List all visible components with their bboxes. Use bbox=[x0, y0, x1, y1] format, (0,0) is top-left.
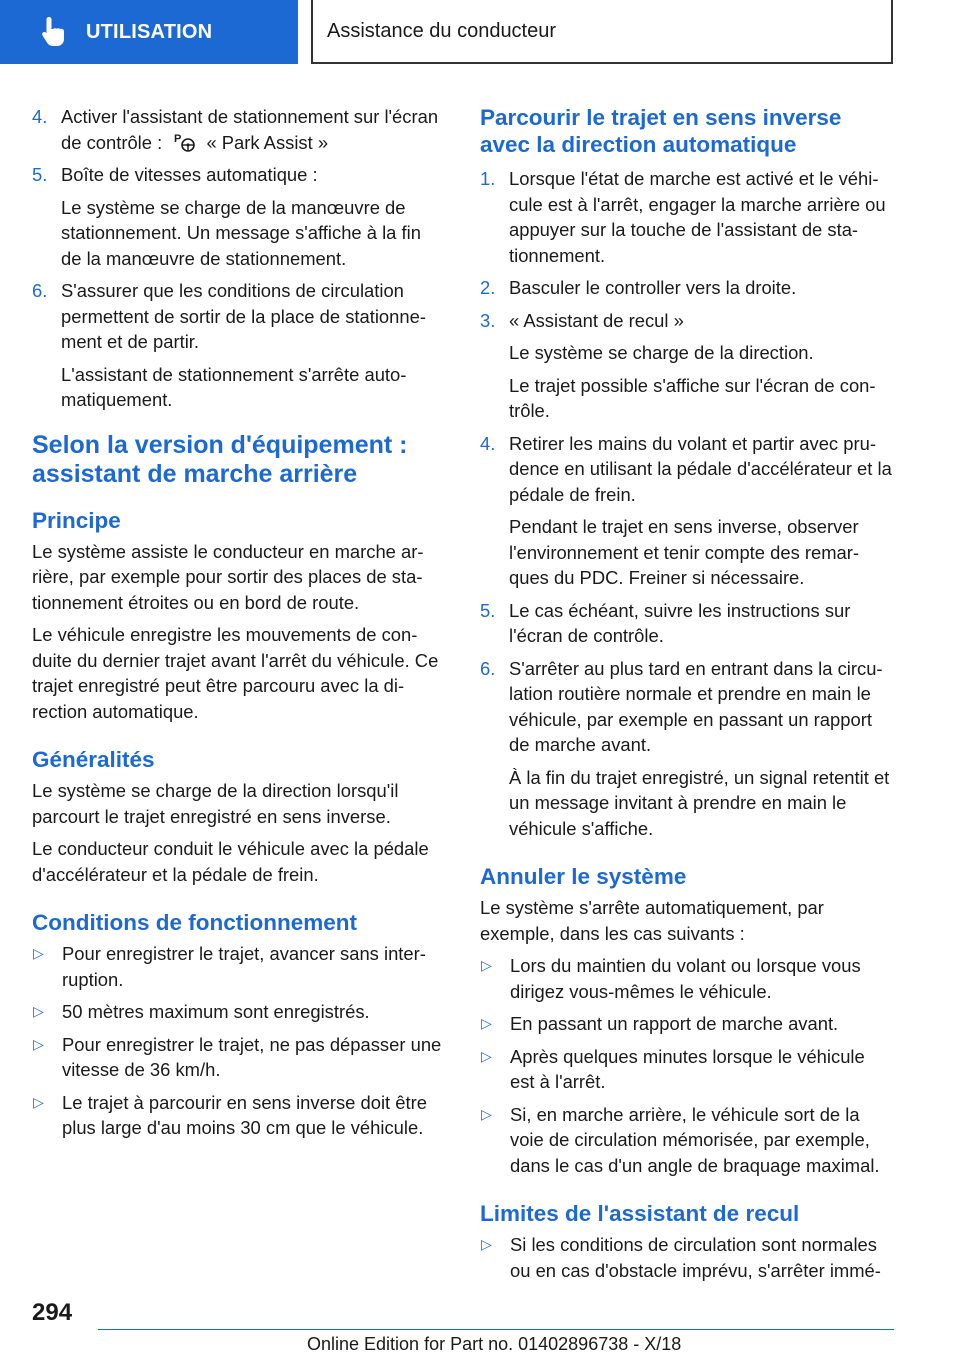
list-item bbox=[480, 166, 894, 268]
paragraph: Le système assiste le conducteur en marche ar-rière, par exemple pour sortir des places de sta-tionnement étroites ou en bord de route. bbox=[32, 540, 424, 613]
list-item bbox=[32, 999, 446, 1025]
bullet-text: Si, en marche arrière, le véhicule sort de la voie de circulation mémorisée, par exemple, dans le cas d'un angle de braquage maximal. bbox=[510, 1103, 880, 1176]
chapter-title: Assistance du conducteur bbox=[327, 19, 557, 42]
paragraph: Le conducteur conduit le véhicule avec la pédale d'accélérateur et la pédale de frein. bbox=[32, 838, 429, 885]
step-subtext: L'assistant de stationnement s'arrête auto-matiquement. bbox=[61, 363, 407, 410]
bullet-text: Après quelques minutes lorsque le véhicule est à l'arrêt. bbox=[510, 1045, 865, 1092]
step-text: Basculer le controller vers la droite. bbox=[509, 277, 797, 298]
bullet-text: Pour enregistrer le trajet, ne pas dépasser une vitesse de 36 km/h. bbox=[62, 1033, 442, 1080]
step-number: 6. bbox=[480, 657, 496, 679]
subsection-title: Conditions de fonctionnement bbox=[32, 910, 357, 935]
bullet-text: En passant un rapport de marche avant. bbox=[510, 1013, 839, 1034]
bullet-text: Le trajet à parcourir en sens inverse doit être plus large d'au moins 30 cm que le véhicule. bbox=[62, 1091, 427, 1138]
triangle-bullet-icon: ▷ bbox=[481, 1236, 492, 1252]
triangle-bullet-icon: ▷ bbox=[481, 957, 492, 973]
subsection-title: Parcourir le trajet en sens inverse avec la direction automatique bbox=[480, 105, 842, 157]
step-number: 4. bbox=[480, 432, 496, 454]
list-item bbox=[480, 431, 894, 591]
list-item bbox=[480, 1102, 894, 1179]
list-item bbox=[32, 1032, 446, 1083]
step-subtext: Le trajet possible s'affiche sur l'écran de con-trôle. bbox=[509, 374, 876, 421]
step-text: Le cas échéant, suivre les instructions sur l'écran de contrôle. bbox=[509, 599, 851, 646]
step-text: Boîte de vitesses automatique : bbox=[61, 164, 318, 185]
list-item bbox=[480, 1232, 894, 1283]
footer-divider bbox=[98, 1329, 894, 1330]
section-tab-label: UTILISATION bbox=[86, 20, 213, 43]
hand-pointer-icon bbox=[38, 15, 70, 49]
footer-edition: Online Edition for Part no. 01402896738 - X/18 bbox=[307, 1334, 682, 1354]
triangle-bullet-icon: ▷ bbox=[33, 1003, 44, 1019]
list-item bbox=[480, 598, 894, 649]
list-item bbox=[32, 1090, 446, 1141]
step-text: « Assistant de recul » bbox=[509, 309, 684, 331]
step-number: 1. bbox=[480, 168, 496, 189]
step-subtext: Le système se charge de la direction. bbox=[509, 342, 814, 363]
list-item bbox=[32, 104, 446, 155]
subsection-title: Généralités bbox=[32, 747, 155, 772]
bullet-text: Lors du maintien du volant ou lorsque vous dirigez vous-mêmes le véhicule. bbox=[510, 955, 861, 1002]
triangle-bullet-icon: ▷ bbox=[481, 1047, 492, 1064]
subsection-title: Annuler le système bbox=[480, 864, 687, 889]
page-number: 294 bbox=[32, 1299, 73, 1326]
step-number: 2. bbox=[480, 277, 496, 298]
triangle-bullet-icon: ▷ bbox=[33, 1035, 44, 1052]
triangle-bullet-icon: ▷ bbox=[481, 1015, 492, 1031]
list-item bbox=[32, 162, 446, 271]
right-column bbox=[480, 104, 894, 1290]
step-text: Activer l'assistant de stationnement sur l'écran de contrôle : P « Park Assist » bbox=[61, 106, 439, 153]
subsection-title: Limites de l'assistant de recul bbox=[480, 1201, 800, 1226]
list-item bbox=[480, 953, 894, 1004]
list-item bbox=[480, 1011, 894, 1037]
step-text: Retirer les mains du volant et partir avec pru-dence en utilisant la pédale d'accélérateur et la pédale de frein. bbox=[509, 432, 892, 505]
bullet-text: Pour enregistrer le trajet, avancer sans inter-ruption. bbox=[62, 943, 426, 990]
list-item bbox=[32, 278, 446, 413]
triangle-bullet-icon: ▷ bbox=[33, 945, 44, 961]
step-text: Lorsque l'état de marche est activé et le véhi-cule est à l'arrêt, engager la marche arrière ou appuyer sur la touche de l'assistant de sta-tionnement. bbox=[509, 168, 886, 266]
list-item bbox=[480, 1044, 894, 1095]
paragraph: Le véhicule enregistre les mouvements de con-duite du dernier trajet avant l'arrêt du véhicule. Ce trajet enregistré peut être parcouru avec la di-rection automatique. bbox=[32, 624, 439, 722]
step-number: 4. bbox=[32, 106, 48, 127]
step-number: 3. bbox=[480, 309, 496, 331]
list-item bbox=[480, 308, 894, 424]
left-column bbox=[32, 104, 446, 1148]
step-number: 5. bbox=[32, 164, 48, 185]
step-subtext: À la fin du trajet enregistré, un signal retentit et un message invitant à prendre en main le véhicule s'affiche. bbox=[509, 766, 890, 839]
step-number: 6. bbox=[32, 280, 48, 301]
section-tab[interactable] bbox=[0, 0, 298, 64]
paragraph: Le système s'arrête automatiquement, par exemple, dans les cas suivants : bbox=[480, 897, 824, 944]
triangle-bullet-icon: ▷ bbox=[481, 1105, 492, 1122]
bullet-text: Si les conditions de circulation sont normales ou en cas d'obstacle imprévu, s'arrêter immé- bbox=[510, 1234, 881, 1281]
list-item bbox=[480, 656, 894, 842]
step-text: S'assurer que les conditions de circulation permettent de sortir de la place de stationne-ment et de partir. bbox=[61, 280, 426, 352]
step-subtext: Pendant le trajet en sens inverse, observer l'environnement et tenir compte des remar-ques du PDC. Freiner si nécessaire. bbox=[509, 516, 860, 588]
step-subtext: Le système se charge de la manœuvre de stationnement. Un message s'affiche à la fin de la manœuvre de stationnement. bbox=[61, 196, 421, 269]
svg-text:P: P bbox=[174, 132, 182, 145]
park-assist-icon bbox=[173, 131, 197, 153]
chapter-tab[interactable] bbox=[311, 0, 893, 64]
step-text: S'arrêter au plus tard en entrant dans la circu-lation routière normale et prendre en main le véhicule, par exemple en passant un rapport de marche avant. bbox=[509, 657, 883, 755]
list-item bbox=[32, 941, 446, 992]
triangle-bullet-icon: ▷ bbox=[33, 1093, 44, 1110]
subsection-title: Principe bbox=[32, 507, 121, 533]
section-title: Selon la version d'équipement : assistant de marche arrière bbox=[32, 430, 408, 488]
bullet-text: 50 mètres maximum sont enregistrés. bbox=[62, 1001, 370, 1022]
page-header bbox=[0, 0, 960, 66]
step-number: 5. bbox=[480, 599, 496, 621]
paragraph: Le système se charge de la direction lorsqu'il parcourt le trajet enregistré en sens inverse. bbox=[32, 780, 399, 827]
list-item bbox=[480, 275, 894, 301]
